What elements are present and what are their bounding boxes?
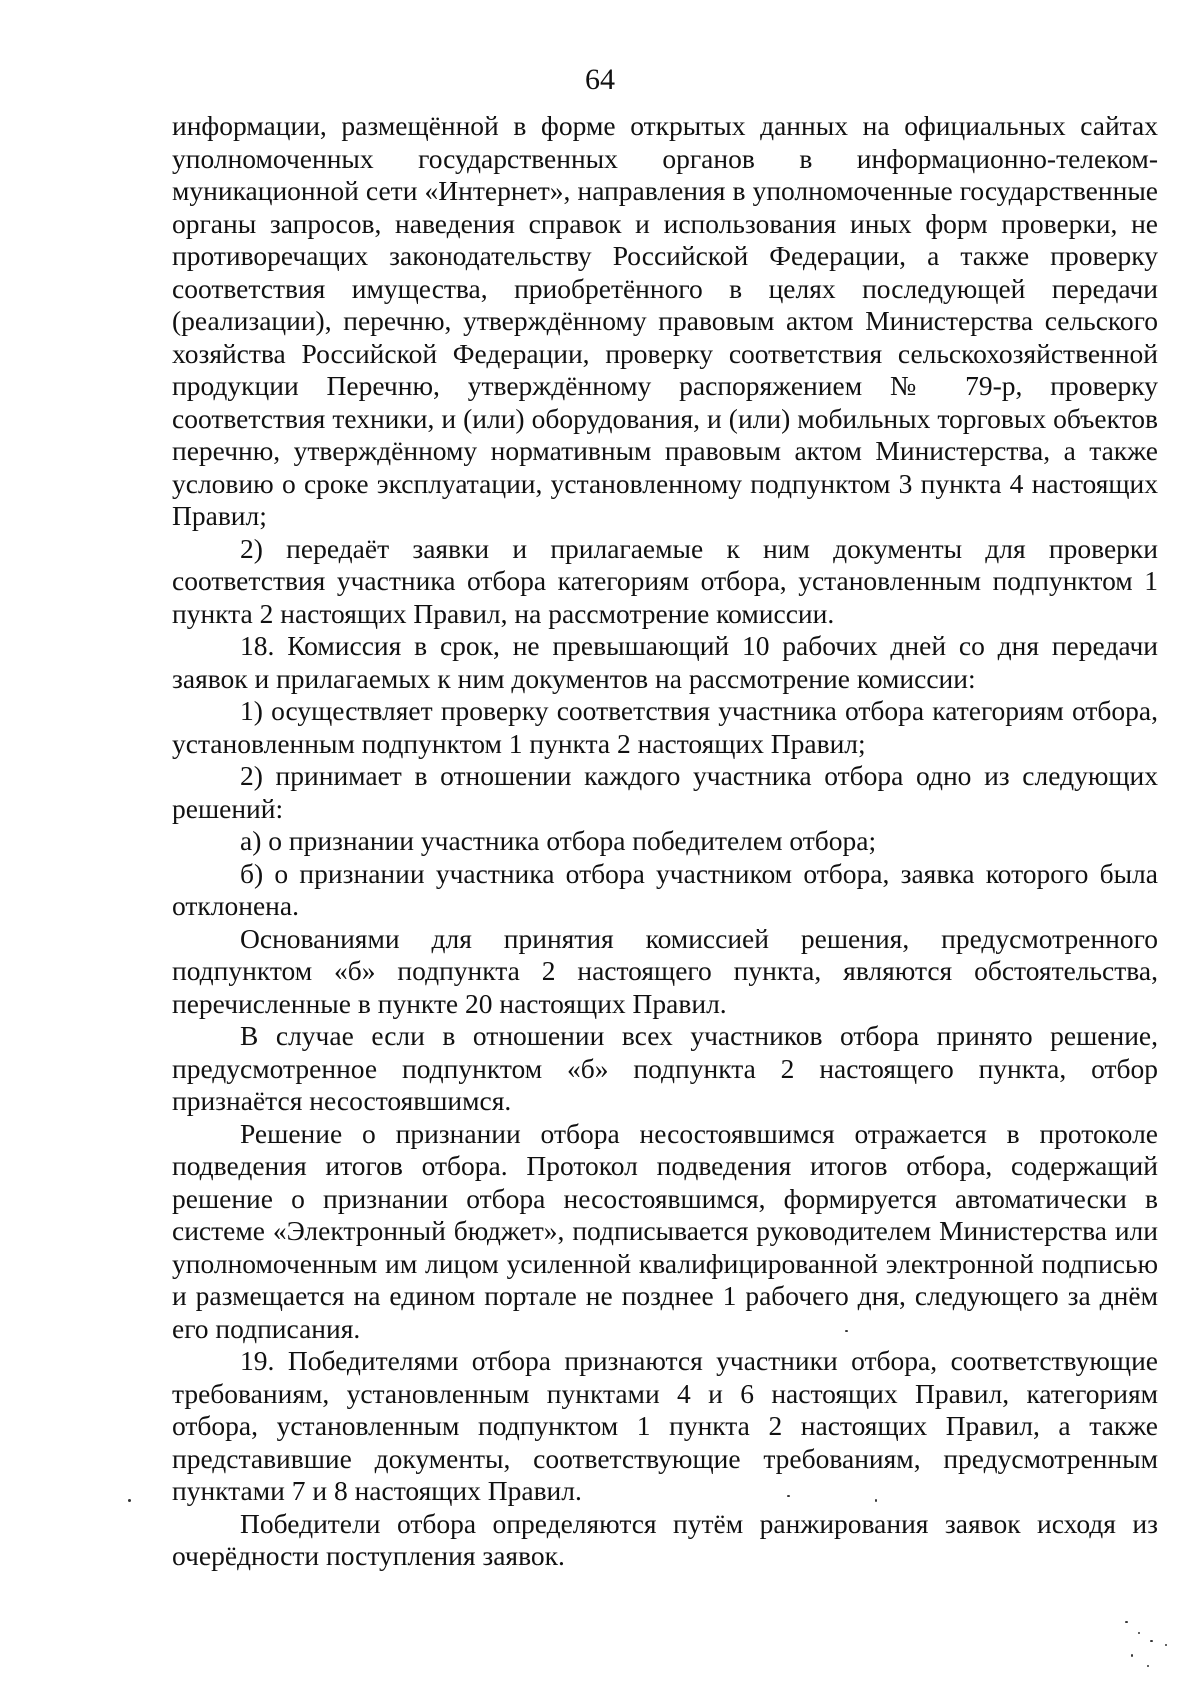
- paragraph: Решение о признании отбора несостоявшимся отражается в протоколе подведения итогов отбора. Протокол подведения итогов отбора, содержащий решение о признании отбора несостоявшимся, формируется автоматически в системе «Электронный бюджет», подписывается руководителем Министерства или уполномоченным им лицом усиленной квалифицированной электронной подписью и размещается на едином портале не позднее 1 рабочего дня, следующего за днём его подписания.: [172, 1117, 1158, 1344]
- paragraph: 1) осуществляет проверку соответствия участника отбора категориям отбора, установленным подпунктом 1 пункта 2 настоящих Правил;: [172, 695, 1158, 759]
- page-number: 64: [585, 63, 615, 96]
- paragraph: В случае если в отношении всех участников отбора принято решение, предусмотренное подпунктом «б» подпункта 2 настоящего пункта, отбор признаётся несостоявшимся.: [172, 1020, 1158, 1116]
- paragraph: б) о признании участника отбора участником отбора, заявка которого была отклонена.: [172, 857, 1158, 921]
- paragraph: 18. Комиссия в срок, не превышающий 10 рабочих дней со дня передачи заявок и прилагаемых к ним документов на рассмотрение комиссии:: [172, 630, 1158, 694]
- paragraph: 2) принимает в отношении каждого участника отбора одно из следующих решений:: [172, 760, 1158, 824]
- paragraph: 2) передаёт заявки и прилагаемые к ним документы для проверки соответствия участника отбора категориям отбора, установленным подпунктом 1 пункта 2 настоящих Правил, на рассмотрение комиссии.: [172, 532, 1158, 629]
- paragraph: Победители отбора определяются путём ранжирования заявок исходя из очерёдности поступления заявок.: [172, 1507, 1158, 1571]
- document-body: [172, 110, 1158, 1573]
- paragraph: Основаниями для принятия комиссией решения, предусмотренного подпунктом «б» подпункта 2 настоящего пункта, являются обстоятельства, перечисленные в пункте 20 настоящих Правил.: [172, 922, 1158, 1019]
- paragraph: 19. Победителями отбора признаются участники отбора, соответствующие требованиям, установленным пунктами 4 и 6 настоящих Правил, категориям отбора, установленным подпунктом 1 пункта 2 настоящих Правил, а также представившие документы, соответствующие требованиям, предусмотренным пунктами 7 и 8 настоящих Правил.: [172, 1345, 1158, 1506]
- paragraph: а) о признании участника отбора победителем отбора;: [240, 825, 877, 856]
- paragraph: информации, размещённой в форме открытых данных на официальных сайтах уполномоченных государственных органов в информационно-телекоммуникационной сети «Интернет», направления в уполномоченные государственные органы запросов, наведения справок и использования иных форм проверки, не противоречащих законодательству Российской Федерации, а также проверку соответствия имущества, приобретённого в целях последующей передачи (реализации), перечню, утверждённому правовым актом Министерства сельского хозяйства Российской Федерации, проверку соответствия сельскохозяйственной продукции Перечню, утверждённому распоряжением № 79-р, проверку соответствия техники, и (или) оборудования, и (или) мобильных торговых объектов перечню, утверждённому нормативным правовым актом Министерства, а также условию о сроке эксплуатации, установленному подпунктом 3 пункта 4 настоящих Правил;: [172, 110, 1158, 531]
